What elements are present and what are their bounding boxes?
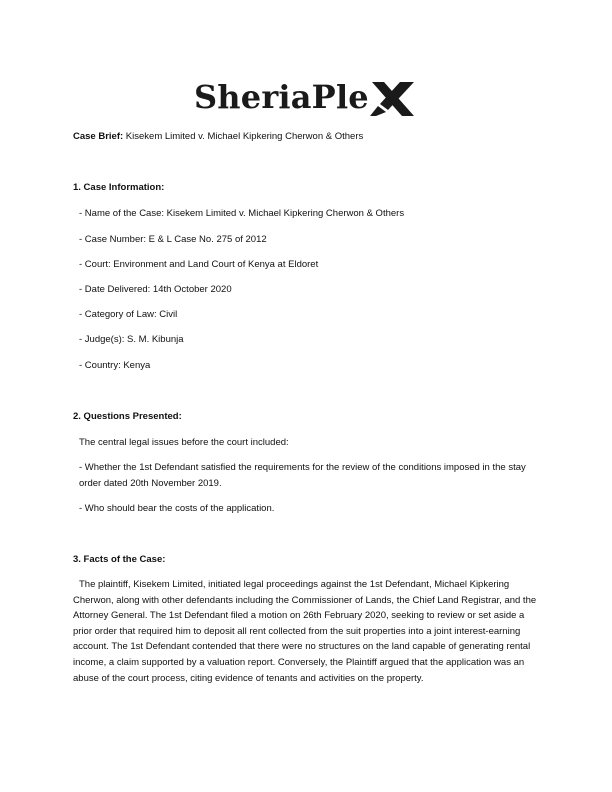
case-info-item: - Name of the Case: Kisekem Limited v. Michael Kipkering Cherwon & Others (79, 208, 405, 219)
sheriaplex-logo (194, 74, 424, 122)
case-info-item: - Category of Law: Civil (79, 309, 178, 320)
case-info-item: - Case Number: E & L Case No. 275 of 2012 (79, 234, 267, 245)
question-item: - Who should bear the costs of the application. (79, 503, 275, 514)
case-brief-label: Case Brief: (73, 131, 124, 142)
logo-text: SheriaPle (194, 78, 369, 116)
x-mark-logo-icon (370, 80, 416, 118)
case-info-item: - Date Delivered: 14th October 2020 (79, 284, 232, 295)
case-brief-value: Kisekem Limited v. Michael Kipkering Cherwon & Others (123, 131, 364, 142)
case-info-item: - Country: Kenya (79, 360, 151, 371)
case-brief-line (73, 129, 543, 144)
case-info-item: - Court: Environment and Land Court of Kenya at Eldoret (79, 259, 319, 270)
section-heading-facts: 3. Facts of the Case: (73, 554, 166, 565)
section-heading-questions-presented: 2. Questions Presented: (73, 411, 182, 422)
facts-paragraph: The plaintiff, Kisekem Limited, initiated legal proceedings against the 1st Defendant, Michael Kipkering Cherwon, along with other defendants including the Commissioner of Lands, the Chief Land Registrar, and the Attorney General. The 1st Defendant filed a motion on 26th February 2020, seeking to review or set aside a prior order that required him to deposit all rent collected from the suit properties into a joint interest-earning account. The 1st Defendant contended that there were no structures on the land capable of generating rental income, a claim supported by a valuation report. Conversely, the Plaintiff argued that the application was an abuse of the court process, citing evidence of tenants and activities on the property. (73, 579, 537, 684)
section-heading-case-information: 1. Case Information: (73, 182, 165, 193)
question-item: - Whether the 1st Defendant satisfied the requirements for the review of the conditions imposed in the stay order dated 20th November 2019. (79, 462, 526, 489)
case-info-item: - Judge(s): S. M. Kibunja (79, 334, 184, 345)
questions-intro: The central legal issues before the court included: (79, 437, 289, 448)
